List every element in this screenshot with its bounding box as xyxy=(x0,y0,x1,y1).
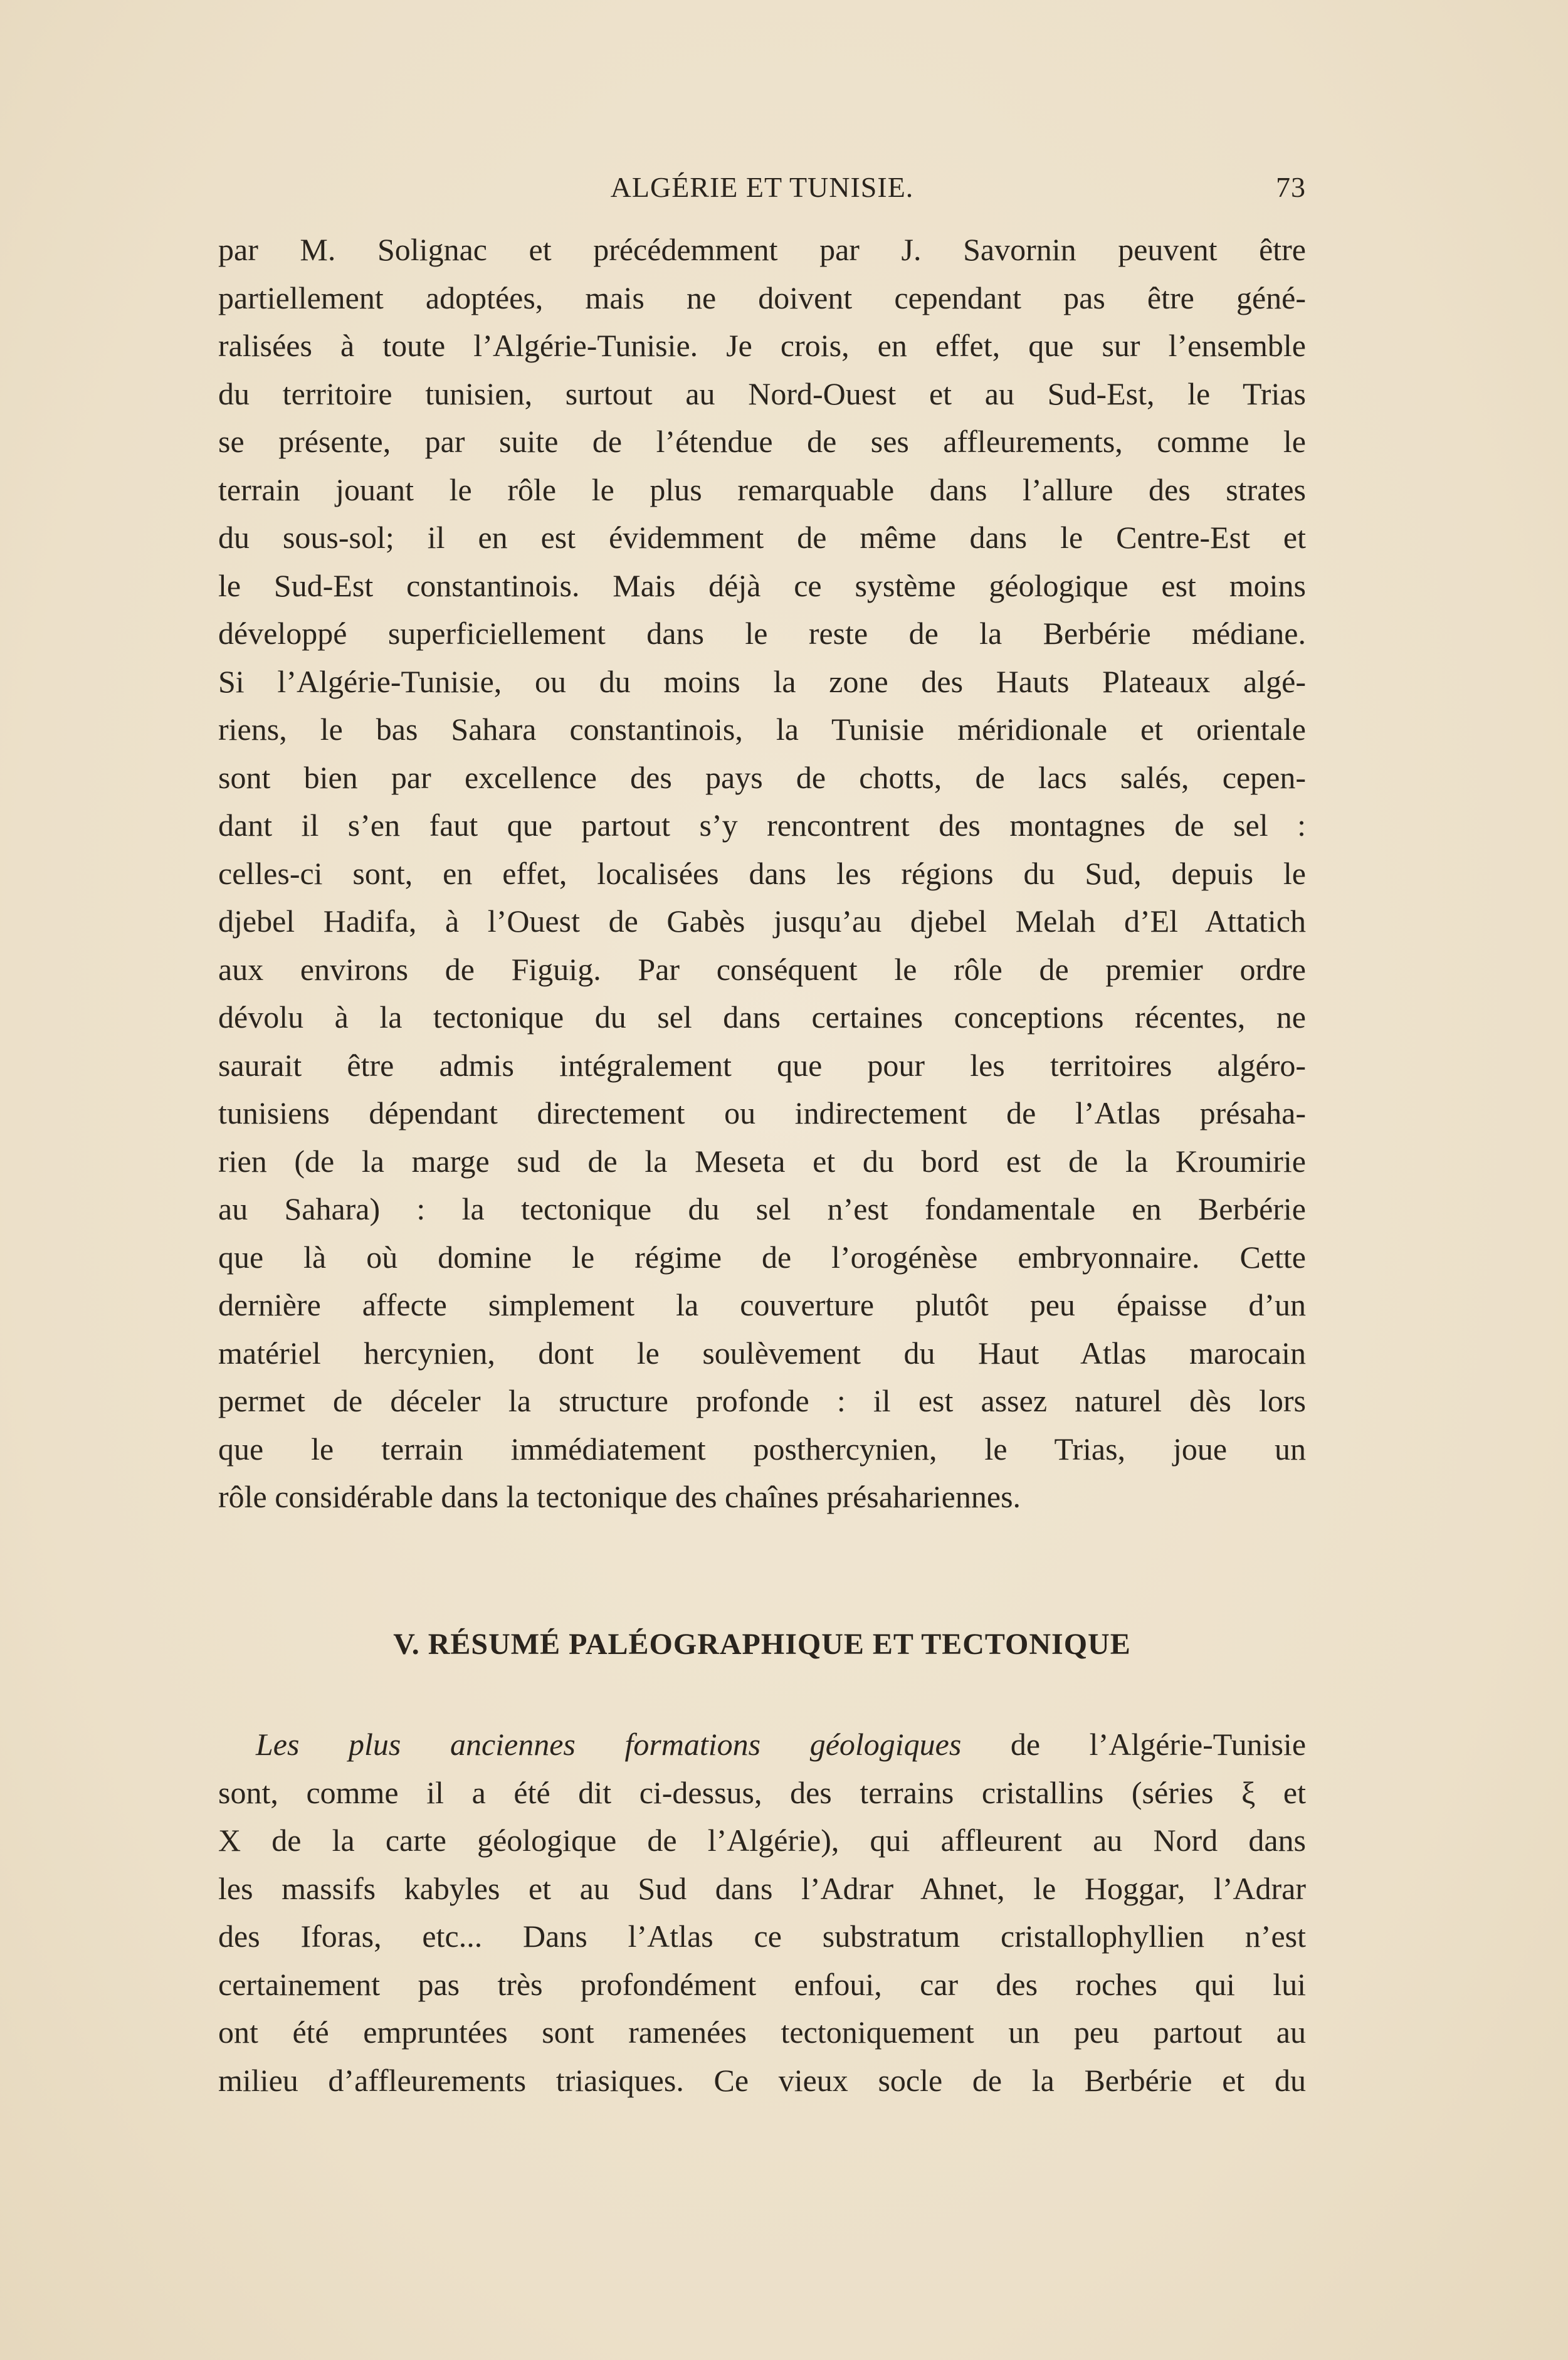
text-line: terrain jouant le rôle le plus remarquable dans l’allure des strates xyxy=(218,471,1306,507)
text-line: que là où domine le régime de l’orogénèse embryonnaire. Cette xyxy=(218,1239,1306,1275)
text-line: milieu d’affleurements triasiques. Ce vieux socle de la Berbérie et du xyxy=(218,2062,1306,2098)
text-line: sont bien par excellence des pays de chotts, de lacs salés, cepen- xyxy=(218,759,1306,795)
text-line: dernière affecte simplement la couverture plutôt peu épaisse d’un xyxy=(218,1287,1306,1322)
text-line: dévolu à la tectonique du sel dans certaines conceptions récentes, ne xyxy=(218,999,1306,1035)
text-line: au Sahara) : la tectonique du sel n’est fondamentale en Berbérie xyxy=(218,1191,1306,1226)
italic-phrase: Les plus anciennes formations géologiques xyxy=(256,1727,962,1762)
text-line: rien (de la marge sud de la Meseta et du bord est de la Kroumirie xyxy=(218,1143,1306,1179)
text-line: sont, comme il a été dit ci-dessus, des terrains cristallins (séries ξ et xyxy=(218,1774,1306,1810)
text-line: que le terrain immédiatement posthercynien, le Trias, joue un xyxy=(218,1431,1306,1467)
text-line: partiellement adoptées, mais ne doivent cependant pas être géné- xyxy=(218,280,1306,315)
text-line: se présente, par suite de l’étendue de ses affleurements, comme le xyxy=(218,424,1306,459)
text-line: permet de déceler la structure profonde : il est assez naturel dès lors xyxy=(218,1383,1306,1418)
text-line: aux environs de Figuig. Par conséquent le rôle de premier ordre xyxy=(218,951,1306,987)
paragraph-1 xyxy=(218,226,1306,1521)
text-line: rôle considérable dans la tectonique des chaînes présahariennes. xyxy=(218,1479,1021,1514)
text-line: celles-ci sont, en effet, localisées dans les régions du Sud, depuis le xyxy=(218,855,1306,891)
text-line: du territoire tunisien, surtout au Nord-Ouest et au Sud-Est, le Trias xyxy=(218,376,1306,411)
text-line: les massifs kabyles et au Sud dans l’Adrar Ahnet, le Hoggar, l’Adrar xyxy=(218,1870,1306,1906)
text-line: tunisiens dépendant directement ou indirectement de l’Atlas présaha- xyxy=(218,1095,1306,1130)
text-line: djebel Hadifa, à l’Ouest de Gabès jusqu’au djebel Melah d’El Attatich xyxy=(218,903,1306,939)
text-line xyxy=(218,1720,1306,1769)
paragraph-2 xyxy=(218,1720,1306,2104)
running-head xyxy=(218,171,1306,208)
section-heading: V. RÉSUMÉ PALÉOGRAPHIQUE ET TECTONIQUE xyxy=(393,1628,1131,1661)
text-line: matériel hercynien, dont le soulèvement du Haut Atlas marocain xyxy=(218,1335,1306,1371)
text-line: des Iforas, etc... Dans l’Atlas ce substratum cristallophyllien n’est xyxy=(218,1919,1306,1954)
running-head-title: ALGÉRIE ET TUNISIE. xyxy=(610,171,914,203)
text-line: certainement pas très profondément enfoui, car des roches qui lui xyxy=(218,1966,1306,2002)
text-line: dant il s’en faut que partout s’y rencontrent des montagnes de sel : xyxy=(218,808,1306,843)
text-line: le Sud-Est constantinois. Mais déjà ce système géologique est moins xyxy=(218,567,1306,603)
text-line: X de la carte géologique de l’Algérie), qui affleurent au Nord dans xyxy=(218,1823,1306,1858)
text-line: saurait être admis intégralement que pour les territoires algéro- xyxy=(218,1047,1306,1083)
text-line: ralisées à toute l’Algérie-Tunisie. Je crois, en effet, que sur l’ensemble xyxy=(218,328,1306,363)
text-line: ont été empruntées sont ramenées tectoniquement un peu partout au xyxy=(218,2015,1306,2050)
text-line: Si l’Algérie-Tunisie, ou du moins la zone des Hauts Plateaux algé- xyxy=(218,663,1306,699)
text-line: riens, le bas Sahara constantinois, la Tunisie méridionale et orientale xyxy=(218,712,1306,747)
text-line: du sous-sol; il en est évidemment de même dans le Centre-Est et xyxy=(218,520,1306,555)
text-line: par M. Solignac et précédemment par J. Savornin peuvent être xyxy=(218,232,1306,267)
text-line: développé superficiellement dans le reste de la Berbérie médiane. xyxy=(218,616,1306,651)
text-run: de l’Algérie-Tunisie xyxy=(961,1727,1306,1762)
page-number: 73 xyxy=(1276,171,1306,203)
